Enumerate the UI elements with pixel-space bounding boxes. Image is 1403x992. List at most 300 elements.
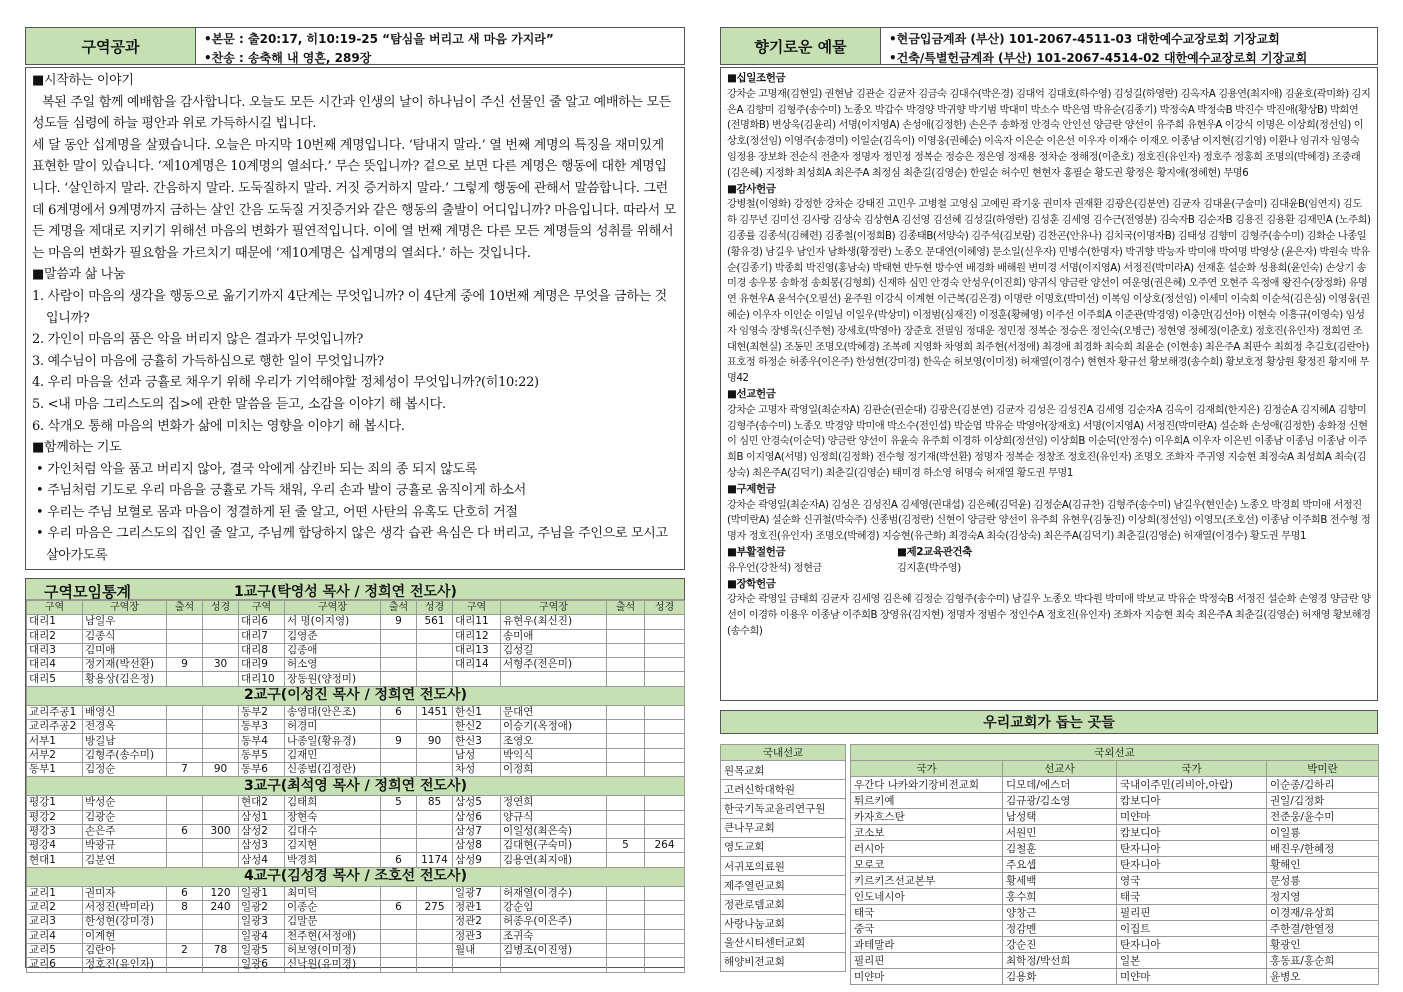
stats-cell: 일광4 — [239, 929, 285, 943]
stats-cell: 교리주공2 — [27, 720, 83, 734]
stats-cell — [381, 658, 417, 672]
stats-cell — [645, 658, 685, 672]
stats-cell: 6 — [381, 901, 417, 915]
stats-cell: 7 — [167, 762, 203, 776]
stats-cell: 삼성1 — [239, 810, 285, 824]
question-2: 2. 가인이 마음의 품은 악을 버리지 않은 결과가 무엇입니까? — [32, 332, 364, 348]
stats-cell — [381, 824, 417, 838]
list-item — [721, 876, 846, 895]
international-mission — [850, 744, 1378, 985]
table-row — [851, 905, 1379, 921]
stats-cell: 교리주공1 — [27, 705, 83, 719]
stats-cell — [203, 958, 239, 972]
stats-cell — [203, 672, 239, 686]
list-item — [721, 761, 846, 780]
stats-cell: 허종우(이은주) — [501, 915, 607, 929]
stats-cell — [607, 629, 645, 643]
stats-cell — [417, 886, 453, 900]
mission-cell: 튀르키예 — [851, 793, 1003, 809]
stats-cell: 300 — [203, 824, 239, 838]
mission-cell: 디모데/에스더 — [1003, 777, 1117, 793]
mission-cell: 이순종/김하리 — [1267, 777, 1379, 793]
stats-cell: 6 — [381, 853, 417, 867]
mission-offering-names: 강차순 고명자 곽영일(최순자A) 김관순(권순대) 김광은(김분연) 김균자 김성은 김성진A 김세영 김순자A 김옥이 김재희(한지은) 김정순A 김지혜A 김향미 김형주(송수미) 노종오 박경양 박미애 박소수(전인섭) 박순엽 박유순 박영아(장재호) 서명(이지영A) 서정진(박미란A) 설순화 손성애(김정한) 송화정 신현이 심민 안경숙(이순덕) 양금란 양선이 유윤숙 유주희 이경하 이상희(정선임) 이상희B 이순덕(안정수) 이우희A 이우자 이은빈 이종남 이종님 이종남 이주희B 이지영A(서명) 임정희(김정화) 전수형 정기재(박선환) 정명자 정복순 정창조 정호진(유인자) 조명오 조화자 주귀영 지승현 최정숙A 최성희A 최숙(김상숙) 최은주A(김덕기) 최춘길(김영순) 태미경 하소영 허명숙 허재열 황도권 무명1 — [727, 404, 1368, 479]
mission-cell: 일본 — [1117, 953, 1267, 969]
stats-cell — [167, 629, 203, 643]
list-item — [721, 856, 846, 875]
mission-cell: 김철훈 — [1003, 841, 1117, 857]
stats-cell: 구역장 — [285, 601, 381, 615]
lesson-info — [196, 28, 562, 64]
stats-cell: 6 — [167, 886, 203, 900]
stats-cell — [607, 901, 645, 915]
stats-cell — [453, 958, 501, 972]
stats-cell: 대리10 — [239, 672, 285, 686]
stats-cell: 대리9 — [239, 658, 285, 672]
stats-cell — [381, 886, 417, 900]
stats-cell — [607, 672, 645, 686]
domestic-church: 사랑나눔교회 — [721, 914, 846, 933]
stats-cell: 김광순 — [83, 810, 167, 824]
domestic-mission — [720, 744, 846, 972]
stats-cell — [381, 810, 417, 824]
stats-cell — [645, 672, 685, 686]
stats-cell — [607, 705, 645, 719]
stats-cell: 김말문 — [285, 915, 381, 929]
stats-cell — [645, 886, 685, 900]
table-row — [851, 969, 1379, 985]
stats-cell: 김란아 — [83, 943, 167, 957]
question-5: 5. <내 마음 그리스도의 집>에 관한 말씀을 듣고, 소감을 이야기 해 봅시다. — [32, 396, 446, 412]
international-heading: 국외선교 — [851, 745, 1379, 761]
stats-cell: 대리5 — [27, 672, 83, 686]
stats-cell: 출석 — [381, 601, 417, 615]
mission-cell: 황세백 — [1003, 873, 1117, 889]
stats-cell: 정관3 — [453, 929, 501, 943]
question-4: 4. 우리 마음을 선과 긍휼로 채우기 위해 우리가 기억해야할 정체성이 무엇입니까?(히10:22) — [32, 375, 539, 391]
stats-cell: 대리3 — [27, 643, 83, 657]
stats-cell: 삼성6 — [453, 810, 501, 824]
mission-cell: 황광인 — [1267, 937, 1379, 953]
stats-cell: 동부4 — [239, 734, 285, 748]
offering-title: 향기로운 예물 — [721, 28, 881, 64]
stats-cell: 이정희 — [501, 762, 607, 776]
stats-cell — [417, 915, 453, 929]
stats-cell: 대리4 — [27, 658, 83, 672]
table-row — [851, 825, 1379, 841]
district-4-band: 4교구(김성경 목사 / 조호선 전도사) — [27, 867, 685, 886]
list-item — [721, 895, 846, 914]
mission-cell: 코소보 — [851, 825, 1003, 841]
mission-cell: 미얀마 — [851, 969, 1003, 985]
mission-cell: 카자흐스탄 — [851, 809, 1003, 825]
stats-cell: 장현숙 — [285, 810, 381, 824]
stats-cell: 권미자 — [83, 886, 167, 900]
stats-cell — [167, 810, 203, 824]
mission-cell: 태국 — [851, 905, 1003, 921]
stats-cell: 김대수 — [285, 824, 381, 838]
stats-cell: 대리2 — [27, 629, 83, 643]
relief-names: 강차순 곽영일(최순자A) 김성은 김성진A 김세영(권대섭) 김은혜(김덕윤) 김정순A(김규찬) 김형주(송수미) 남길우(현인순) 노종오 박경희 박미애 서정진(박미란A) 설순화 신귀철(박숙주) 신종범(김정란) 신현이 양금란 양선이 유주희 유현우(김동진) 이상희(정선임) 이영모(조호선) 이종남 이주희B 전수형 정명자 정호진(유인자) 조명오(박혜경) 지승현(유근화) 최경숙A 최숙(김상숙) 최은주A(김덕기) 최춘길(김영순) 허재열(이경수) 황도권 무명1 — [727, 499, 1371, 543]
stats-cell: 삼성3 — [239, 839, 285, 853]
stats-cell — [167, 796, 203, 810]
stats-cell: 삼성4 — [239, 853, 285, 867]
stats-cell — [417, 643, 453, 657]
table-row — [851, 777, 1379, 793]
stats-cell — [417, 839, 453, 853]
stats-cell — [203, 853, 239, 867]
stats-cell: 삼성2 — [239, 824, 285, 838]
stats-cell — [645, 748, 685, 762]
stats-cell: 구역장 — [83, 601, 167, 615]
stats-cell: 대리1 — [27, 615, 83, 629]
stats-cell: 동부2 — [239, 705, 285, 719]
stats-cell — [607, 643, 645, 657]
mission-cell: 러시아 — [851, 841, 1003, 857]
stats-cell — [501, 958, 607, 972]
stats-cell: 방길남 — [83, 734, 167, 748]
stats-cell: 서부2 — [27, 748, 83, 762]
stats-cell — [381, 915, 417, 929]
stats-cell — [167, 929, 203, 943]
table-row — [851, 889, 1379, 905]
stats-cell — [607, 734, 645, 748]
stats-cell: 이일성(최은숙) — [501, 824, 607, 838]
table-row — [27, 929, 685, 943]
domestic-heading: 국내선교 — [721, 745, 846, 761]
stats-cell: 9 — [167, 658, 203, 672]
stats-cell: 신낙원(유미경) — [285, 958, 381, 972]
question-6: 6. 삭개오 통해 마음의 변화가 삶에 미치는 영향을 이야기 해 봅시다. — [32, 418, 405, 434]
mission-cell: 서원민 — [1003, 825, 1117, 841]
domestic-church: 한국기독교윤리연구원 — [721, 799, 846, 818]
stats-cell: 275 — [417, 901, 453, 915]
stats-cell: 삼성5 — [453, 796, 501, 810]
stats-cell: 천주현(서정애) — [285, 929, 381, 943]
stats-cell: 대리8 — [239, 643, 285, 657]
stats-cell: 조귀숙 — [501, 929, 607, 943]
lesson-title: 구역공과 — [26, 28, 196, 64]
stats-cell: 현대2 — [239, 796, 285, 810]
stats-cell: 일광3 — [239, 915, 285, 929]
stats-cell — [417, 658, 453, 672]
stats-cell — [203, 810, 239, 824]
easter-heading: ■ 부활절헌금 — [727, 545, 897, 561]
mission-cell: 필리핀 — [851, 953, 1003, 969]
table-row — [27, 943, 685, 957]
stats-cell: 8 — [167, 901, 203, 915]
stats-cell — [381, 929, 417, 943]
stats-cell: 월내 — [453, 943, 501, 957]
intro-paragraph-2: 세 달 동안 십계명을 살폈습니다. 오늘은 마지막 10번째 계명입니다. ‘탐내지 말라.’ 열 번째 계명의 특징을 재미있게 표현한 말이 있습니다. ‘제10계명은 10계명의 열쇠다.’ 무슨 뜻입니까? 겉으로 보면 다른 계명은 행동에 대한 계명입니다. ‘살인하지 말라. 간음하지 말라. 도둑질하지 말라. 거짓 증거하지 말라.’ 그렇게 행동에 관해서 말씀합니다. 그런데 6계명에서 9계명까지 금하는 살인 간음 도둑질 거짓증거와 같은 행동의 출발이 어디입니까? 마음입니다. 따라서 모든 계명을 제대로 지키기 위해선 마음의 변화가 필연적입니다. 이에 열 번째 계명은 다른 모든 계명들의 성취를 위해서는 마음의 변화가 필요함을 가르치기 때문에 ‘제10계명은 십계명의 열쇠다.’ 하는 것입니다. — [32, 137, 676, 261]
stats-cell: 대리6 — [239, 615, 285, 629]
domestic-church: 원목교회 — [721, 761, 846, 780]
offering-accounts — [881, 28, 1315, 64]
stats-cell: 한신3 — [453, 734, 501, 748]
stats-cell: 삼성9 — [453, 853, 501, 867]
stats-cell — [607, 943, 645, 957]
district-band — [27, 867, 685, 886]
stats-cell — [417, 943, 453, 957]
domestic-church: 해양비전교회 — [721, 952, 846, 971]
stats-cell — [607, 824, 645, 838]
table-row — [851, 937, 1379, 953]
stats-cell: 김분연 — [83, 853, 167, 867]
table-row — [27, 886, 685, 900]
stats-cell — [381, 839, 417, 853]
table-row — [851, 921, 1379, 937]
list-item — [721, 952, 846, 971]
district-band — [27, 777, 685, 796]
stats-cell: 허경미 — [285, 720, 381, 734]
stats-cell: 대리11 — [453, 615, 501, 629]
stats-cell — [645, 643, 685, 657]
stats-cell — [203, 796, 239, 810]
stats-cell — [417, 958, 453, 972]
stats-cell: 90 — [203, 762, 239, 776]
mission-cell: 이일룡 — [1267, 825, 1379, 841]
section-intro-heading: ■ 시작하는 이야기 — [32, 70, 678, 92]
table-row — [27, 853, 685, 867]
stats-cell — [645, 915, 685, 929]
stats-cell: 90 — [417, 734, 453, 748]
stats-cell: 정연희 — [501, 796, 607, 810]
stats-cell: 대리13 — [453, 643, 501, 657]
stats-cell — [417, 762, 453, 776]
mission-cell: 김규광/김소영 — [1003, 793, 1117, 809]
stats-cell — [645, 824, 685, 838]
table-row — [27, 615, 685, 629]
stats-cell: 최미덕 — [285, 886, 381, 900]
mission-cell: 정감멘 — [1003, 921, 1117, 937]
stats-cell: 이계현 — [83, 929, 167, 943]
stats-cell — [381, 748, 417, 762]
stats-cell: 남성 — [453, 748, 501, 762]
stats-cell — [607, 853, 645, 867]
stats-cell: 이종순 — [285, 901, 381, 915]
stats-cell: 동부5 — [239, 748, 285, 762]
stats-table — [26, 600, 685, 973]
stats-cell — [381, 762, 417, 776]
stats-cell: 561 — [417, 615, 453, 629]
mission-cell: 탄자니아 — [1117, 937, 1267, 953]
offering-header — [720, 27, 1378, 65]
stats-cell: 삼성7 — [453, 824, 501, 838]
stats-cell: 유현우(최신진) — [501, 615, 607, 629]
stats-cell — [607, 886, 645, 900]
stats-cell: 9 — [381, 615, 417, 629]
table-row — [851, 953, 1379, 969]
mission-cell: 권일/김정화 — [1267, 793, 1379, 809]
stats-cell: 강순임 — [501, 901, 607, 915]
stats-cell: 구역 — [239, 601, 285, 615]
stats-cell — [381, 958, 417, 972]
stats-cell — [645, 796, 685, 810]
stats-cell: 양규식 — [501, 810, 607, 824]
stats-cell — [607, 810, 645, 824]
mission-cell: 홍동표/홍순희 — [1267, 953, 1379, 969]
list-item — [721, 837, 846, 856]
stats-cell — [453, 672, 501, 686]
stats-cell: 평강3 — [27, 824, 83, 838]
stats-cell — [417, 810, 453, 824]
mission-cell: 양창근 — [1003, 905, 1117, 921]
table-row — [851, 873, 1379, 889]
table-row — [27, 658, 685, 672]
stats-cell: 평강1 — [27, 796, 83, 810]
stats-cell — [417, 629, 453, 643]
stats-cell: 허보영(이미정) — [285, 943, 381, 957]
stats-cell: 차성 — [453, 762, 501, 776]
stats-cell: 85 — [417, 796, 453, 810]
stats-cell: 한신2 — [453, 720, 501, 734]
column-header: 박미란 — [1267, 761, 1379, 777]
stats-cell: 구역 — [27, 601, 83, 615]
column-header: 선교사 — [1003, 761, 1117, 777]
stats-cell — [417, 748, 453, 762]
stats-cell: 일광1 — [239, 886, 285, 900]
stats-cell: 6 — [381, 705, 417, 719]
stats-cell — [607, 658, 645, 672]
stats-cell: 교리5 — [27, 943, 83, 957]
attendance-stats — [25, 578, 685, 971]
stats-cell — [607, 915, 645, 929]
domestic-church: 큰나무교회 — [721, 818, 846, 837]
stats-cell: 한신1 — [453, 705, 501, 719]
stats-cell: 김종식 — [83, 629, 167, 643]
table-row — [27, 748, 685, 762]
lesson-body — [25, 67, 685, 570]
stats-cell — [381, 643, 417, 657]
list-item — [721, 780, 846, 799]
stats-cell: 일광6 — [239, 958, 285, 972]
scholarship-names: 강차순 곽영일 금태희 김균자 김세영 김은혜 김정순 김형주(송수미) 남길우 노종오 박다원 박미애 박보교 박유순 박정숙B 서정진 설순화 손영경 양금란 양선이 이경하 이용우 이종남 이주희B 장영유(김지현) 정명자 정범수 정인수A 정호진(유인자) 조화자 지승현 최숙 최은주A 최춘길(김영순) 허재영 황보해경(송수희) — [727, 594, 1371, 637]
stats-cell: 일광7 — [453, 886, 501, 900]
mission-cell: 정지영 — [1267, 889, 1379, 905]
column-header: 국가 — [1117, 761, 1267, 777]
stats-cell — [645, 958, 685, 972]
mission-cell: 국내이주민(리비아,아랍) — [1117, 777, 1267, 793]
mission-offering-heading: ■ 선교헌금 — [727, 387, 1371, 403]
stats-cell: 김재민 — [285, 748, 381, 762]
stats-cell — [417, 720, 453, 734]
stats-cell: 5 — [607, 839, 645, 853]
stats-cell — [203, 643, 239, 657]
stats-cell: 1451 — [417, 705, 453, 719]
domestic-church: 고려신학대학원 — [721, 780, 846, 799]
stats-cell: 정관1 — [453, 901, 501, 915]
stats-cell: 신종범(김정란) — [285, 762, 381, 776]
stats-cell: 황용상(김은정) — [83, 672, 167, 686]
mission-cell: 남성택 — [1003, 809, 1117, 825]
column-header: 국가 — [851, 761, 1003, 777]
table-row — [27, 810, 685, 824]
stats-cell: 허소영 — [285, 658, 381, 672]
stats-cell — [203, 915, 239, 929]
mission-cell: 홍수희 — [1003, 889, 1117, 905]
stats-cell — [203, 929, 239, 943]
stats-cell — [607, 748, 645, 762]
section-prayer-heading: ■ 함께하는 기도 — [32, 437, 678, 459]
stats-cell — [381, 629, 417, 643]
mission-cell: 미얀마 — [1117, 809, 1267, 825]
stats-cell — [167, 720, 203, 734]
international-column-header — [851, 761, 1379, 777]
stats-column-header — [27, 601, 685, 615]
stats-cell — [167, 915, 203, 929]
mission-cell: 필리핀 — [1117, 905, 1267, 921]
scholarship-heading: ■ 장학헌금 — [727, 577, 1371, 593]
stats-cell: 김용연(최지애) — [501, 853, 607, 867]
stats-cell: 대리7 — [239, 629, 285, 643]
district-2-band: 2교구(이성진 목사 / 정희연 전도사) — [27, 686, 685, 705]
stats-cell: 박익식 — [501, 748, 607, 762]
stats-cell: 출석 — [607, 601, 645, 615]
stats-cell — [645, 810, 685, 824]
list-item — [721, 818, 846, 837]
stats-cell: 30 — [203, 658, 239, 672]
stats-cell: 조영오 — [501, 734, 607, 748]
stats-cell — [645, 615, 685, 629]
stats-cell — [645, 929, 685, 943]
stats-cell: 서형주(전은미) — [501, 658, 607, 672]
stats-cell: 1174 — [417, 853, 453, 867]
stats-cell: 일광2 — [239, 901, 285, 915]
table-row — [27, 958, 685, 972]
intro-paragraph-1: 복된 주일 함께 예배함을 감사합니다. 오늘도 모든 시간과 인생의 날이 하나님이 주신 선물인 줄 알고 예배하는 모든 성도들 심령에 하늘 평안과 위로 가득하시길 빕니다. — [32, 94, 672, 132]
stats-cell: 김형주(송수미) — [83, 748, 167, 762]
stats-cell — [203, 615, 239, 629]
stats-cell: 문대연 — [501, 705, 607, 719]
stats-cell — [645, 720, 685, 734]
stats-cell: 나종일(황유경) — [285, 734, 381, 748]
stats-cell — [203, 629, 239, 643]
mission-cell: 탄자니아 — [1117, 841, 1267, 857]
stats-cell: 성경 — [645, 601, 685, 615]
stats-cell — [167, 734, 203, 748]
mission-cell: 모로코 — [851, 857, 1003, 873]
district-3-band: 3교구(최석영 목사 / 정희연 전도사) — [27, 777, 685, 796]
stats-cell: 일광5 — [239, 943, 285, 957]
table-row — [27, 839, 685, 853]
stats-cell: 교리3 — [27, 915, 83, 929]
stats-cell: 서 명(이지영) — [285, 615, 381, 629]
stats-cell — [167, 958, 203, 972]
table-row — [27, 629, 685, 643]
domestic-church: 울산시티센터교회 — [721, 933, 846, 952]
mission-cell: 중국 — [851, 921, 1003, 937]
stats-cell — [501, 672, 607, 686]
mission-cell: 이경재/유상희 — [1267, 905, 1379, 921]
table-row — [27, 720, 685, 734]
stats-cell — [167, 672, 203, 686]
mission-cell: 김용화 — [1003, 969, 1117, 985]
tithe-names: 강차순 고명재(김현일) 권현남 김관순 김균자 김금숙 김대수(박은경) 김대억 김대호(하수영) 김성길(하영란) 김옥자A 김용연(최지애) 김윤호(곽미화) 김지은A 김향미 김형주(송수미) 노종오 박갑수 박경양 박귀향 박기범 박대미 박소수 박은엽 박유순(김종기) 박정숙A 박정숙B 박진수 박진애(황상B) 박희연(전명화B) 변상욱(김윤리) 서명(이지영A) 손성애(김정한) 손은주 송화정 안경숙 안인선 양금란 양선이 유주희 유현우A 이강식 이명은 이상희(정선임) 이상호(정선임) 이영주(송경미) 이일순(김옥이) 이영웅(권혜순) 이옥자 이은순 이은선 이우자 이재수 이재오 이종남 이지현(김기영) 이환나 임귀자 임영숙 임정용 장보화 전순식 전춘자 정명자 정민정 정복순 정승은 정은영 정재용 정차순 정해정(이춘호) 정호진(유인자) 정호주 정홍희 조명의(박혜경) 조중래(김은혜) 지정화 최성희A 최은주A 최정심 최춘길(김영순) 한일순 허수민 현현자 홍필순 황도권 황정은 황지애(정혜현) 무명6 — [727, 88, 1371, 179]
mission-cell: 황해인 — [1267, 857, 1379, 873]
stats-title: 구역모임통계 — [44, 583, 131, 601]
stats-cell — [167, 853, 203, 867]
stats-cell: 배영신 — [83, 705, 167, 719]
stats-cell — [203, 705, 239, 719]
stats-cell: 정호진(유인자) — [83, 958, 167, 972]
stats-cell — [417, 824, 453, 838]
district-1-band: 1교구(탁영성 목사 / 정희연 전도사) — [234, 584, 457, 600]
table-row — [851, 809, 1379, 825]
stats-cell — [203, 720, 239, 734]
table-row — [27, 643, 685, 657]
question-1: 1. 사람이 마음의 생각을 행동으로 옮기기까지 4단계는 무엇입니까? 이 4단계 중에 10번째 계명은 무엇을 금하는 것입니까? — [32, 288, 667, 326]
stats-cell: 김병조(이진영) — [501, 943, 607, 957]
